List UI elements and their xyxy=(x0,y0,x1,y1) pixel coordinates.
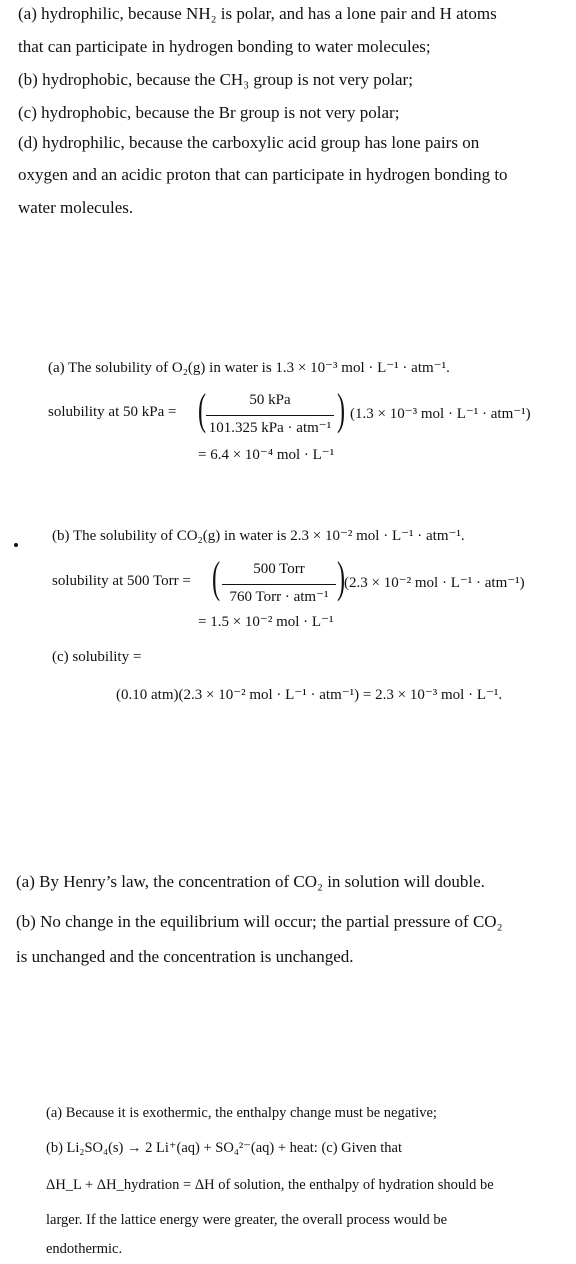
solubility-factor: (1.3 × 10⁻³ mol · L⁻¹ · atm⁻¹) xyxy=(350,406,531,422)
solubility-500torr-label: solubility at 500 Torr = xyxy=(52,573,191,589)
solubility-o2-heading: (a) The solubility of O₂(g) in water is 1.3 × 10⁻³ mol · L⁻¹ · atm⁻¹. xyxy=(48,360,450,376)
answer-d-line3: water molecules. xyxy=(18,198,134,217)
fraction-bar xyxy=(206,415,334,416)
solubility-50kpa-label: solubility at 50 kPa = xyxy=(48,404,177,420)
answer-d-line2: oxygen and an acidic proton that can participate in hydrogen bonding to xyxy=(18,165,508,184)
solubility-result-b: = 1.5 × 10⁻² mol · L⁻¹ xyxy=(198,614,334,630)
henry-law-b-line1: (b) No change in the equilibrium will occur; the partial pressure of CO₂ xyxy=(16,912,503,931)
answer-b: (b) hydrophobic, because the CH₃ group is not very polar; xyxy=(18,70,413,89)
answer-d-line1: (d) hydrophilic, because the carboxylic acid group has lone pairs on xyxy=(18,133,480,152)
right-paren: ) xyxy=(337,385,346,434)
left-paren: ( xyxy=(198,385,207,434)
answer-c: (c) hydrophobic, because the Br group is not very polar; xyxy=(18,103,400,122)
answer-a-line1: (a) hydrophilic, because NH₂ is polar, and has a lone pair and H atoms xyxy=(18,4,497,23)
enthalpy-a: (a) Because it is exothermic, the enthalpy change must be negative; xyxy=(46,1105,437,1121)
solubility-c-heading: (c) solubility = xyxy=(52,649,142,665)
answer-a-line2: that can participate in hydrogen bonding to water molecules; xyxy=(18,37,431,56)
left-paren: ( xyxy=(212,553,221,602)
henry-law-a: (a) By Henry’s law, the concentration of CO₂ in solution will double. xyxy=(16,872,485,891)
fraction-numerator: 50 kPa xyxy=(249,392,291,408)
fraction-denominator: 760 Torr · atm⁻¹ xyxy=(229,589,329,605)
solubility-result-a: = 6.4 × 10⁻⁴ mol · L⁻¹ xyxy=(198,447,335,463)
henry-law-b-line2: is unchanged and the concentration is unchanged. xyxy=(16,947,354,966)
fraction-bar xyxy=(222,584,336,585)
solubility-co2-heading: (b) The solubility of CO₂(g) in water is 2.3 × 10⁻² mol · L⁻¹ · atm⁻¹. xyxy=(52,528,465,544)
fraction-numerator: 500 Torr xyxy=(253,561,305,577)
fraction-denominator: 101.325 kPa · atm⁻¹ xyxy=(208,420,332,436)
enthalpy-b-c: (b) Li₂SO₄(s) → 2 Li⁺(aq) + SO₄²⁻(aq) + heat: (c) Given that xyxy=(46,1140,402,1156)
right-paren: ) xyxy=(337,553,346,602)
enthalpy-c-line2: larger. If the lattice energy were greater, the overall process would be xyxy=(46,1212,448,1228)
bullet-dot xyxy=(14,543,18,547)
solubility-c-expression: (0.10 atm)(2.3 × 10⁻² mol · L⁻¹ · atm⁻¹) = 2.3 × 10⁻³ mol · L⁻¹. xyxy=(116,687,503,703)
enthalpy-c-line3: endothermic. xyxy=(46,1241,123,1257)
solubility-factor: (2.3 × 10⁻² mol · L⁻¹ · atm⁻¹) xyxy=(344,575,525,591)
enthalpy-c-line1: ΔH_L + ΔH_hydration = ΔH of solution, the enthalpy of hydration should be xyxy=(46,1177,494,1193)
